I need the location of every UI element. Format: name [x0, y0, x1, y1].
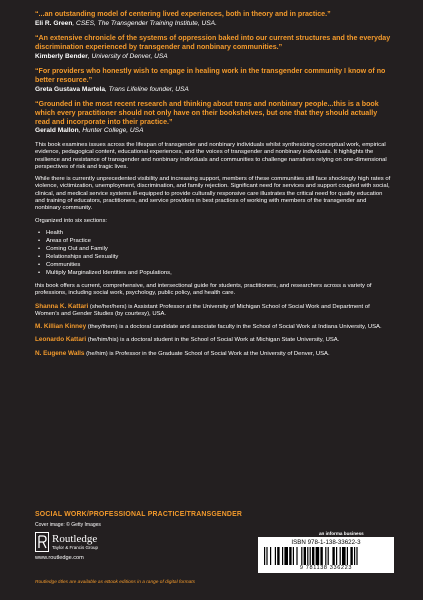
description-paragraph: While there is currently unprecedented visibility and increasing support, members of these communities still face shockingly high rates of violence, victimization, unemployment, discrimination, and family rejection. Significant need for services and support coupled with social, clinical, and medical service systems ill-equipped to provide culturally responsive care illustrates the critical need for quality education and training of educators, practitioners, and service providers in best practices of working with members of the transgender and nonbinary community.	[35, 176, 391, 212]
barcode-bar	[270, 547, 271, 565]
publisher-url: www.routledge.com	[35, 555, 84, 561]
subject-category: SOCIAL WORK/PROFESSIONAL PRACTICE/TRANSGENDER	[35, 511, 243, 518]
barcode-bar	[284, 547, 288, 565]
section-item: • Multiply Marginalized Identities and Populations,	[38, 269, 393, 277]
barcode-bar	[356, 547, 357, 565]
barcode-bar	[342, 547, 346, 565]
barcode-bar	[301, 547, 302, 565]
sections-list	[38, 229, 393, 277]
barcode-bar	[336, 547, 337, 565]
quote-text: “For providers who honestly wish to engage in healing work in the transgender community I know of no better resource.”	[35, 67, 386, 84]
author-name: Leonardo Kattari	[35, 336, 87, 344]
routledge-logo-icon	[35, 532, 49, 552]
author-bio	[35, 323, 393, 331]
section-item: • Relationships and Sexuality	[38, 253, 393, 261]
ebook-availability-note: Routledge titles are available as eBook editions in a range of digital formats	[35, 580, 195, 585]
quote-attribution	[35, 86, 393, 95]
barcode-bar	[354, 547, 355, 565]
barcode-bar	[332, 547, 334, 565]
quote-attribution	[35, 127, 393, 136]
barcode-bar	[328, 547, 329, 565]
author-bio-text: (he/him) is Professor in the Graduate School of Social Work at the University of Denver, USA.	[84, 350, 330, 357]
author-name: M. Killian Kinney	[35, 323, 87, 331]
barcode-bar	[350, 547, 352, 565]
barcode-bar	[282, 547, 283, 565]
barcode-bar	[275, 547, 276, 565]
endorsement-quote	[35, 10, 393, 28]
barcode-number: 9 781138 336223	[299, 565, 353, 571]
author-name: N. Eugene Walls	[35, 349, 85, 357]
barcode-bar	[304, 547, 306, 565]
barcode-bar	[310, 547, 311, 565]
barcode-bar	[266, 547, 267, 565]
sections-intro: Organized into six sections:	[35, 217, 108, 224]
section-item: • Coming Out and Family	[38, 245, 393, 253]
publisher-name: Routledge	[52, 533, 98, 545]
barcode-bar	[289, 547, 291, 565]
description-paragraph: This book examines issues across the lifespan of transgender and nonbinary individuals whilst synthesizing conceptual work, empirical evidence, pedagogical content, educational experiences, and the voices of transgender and nonbinary individuals. It highlights the resilience and resistance of transgender and nonbinary individuals and communities to challenge narratives relying on one-dimensional perspectives of risk and tragic lives.	[35, 141, 387, 170]
barcode-bar	[277, 547, 279, 565]
endorsement-quote	[35, 100, 393, 136]
back-cover-content	[35, 10, 393, 363]
publisher-group: Taylor & Francis Group	[52, 545, 99, 550]
barcode-bar	[293, 547, 294, 565]
quote-text: “An extensive chronicle of the systems of oppression baked into our current structures and the everyday discrimination experienced by transgender and nonbinary communities.”	[35, 34, 391, 51]
barcode-bar	[312, 547, 314, 565]
barcode-image	[264, 547, 388, 565]
cover-image-credit: Cover image: © Getty Images	[35, 522, 101, 528]
isbn-label: ISBN 978-1-138-33622-3	[291, 539, 361, 546]
quote-affiliation: , CSES, The Transgender Training Institute, USA.	[72, 19, 217, 27]
publisher-block	[35, 532, 145, 570]
author-bio	[35, 350, 393, 358]
barcode-bar	[340, 547, 341, 565]
quote-author: Kimberly Bender	[35, 52, 88, 60]
quote-affiliation: , University of Denver, USA	[87, 52, 168, 60]
barcode-bar	[296, 547, 297, 565]
barcode-bar	[316, 547, 320, 565]
informa-tagline: an informa business	[319, 531, 364, 536]
barcode-bar	[264, 547, 265, 565]
closing-paragraph: this book offers a current, comprehensive, and intersectional guide for students, practitioners, and researchers across a variety of professions, including social work, psychology, public policy, and health care.	[35, 282, 372, 297]
barcode-bar	[320, 547, 322, 565]
endorsement-quote	[35, 67, 393, 94]
quote-attribution	[35, 53, 393, 62]
quote-author: Eli R. Green	[35, 19, 73, 27]
barcode-box	[258, 537, 394, 573]
quote-affiliation: , Trans Lifeline founder, USA	[105, 85, 189, 93]
author-bio-text: (he/him/his) is a doctoral student in the School of Social Work at Michigan State University, USA.	[86, 337, 340, 344]
quote-author: Gerald Mallon	[35, 127, 79, 135]
section-item: • Communities	[38, 261, 393, 269]
quote-affiliation: , Hunter College, USA	[78, 127, 144, 135]
quote-author: Greta Gustava Martela	[35, 85, 105, 93]
barcode-bar	[325, 547, 326, 565]
section-item: • Health	[38, 229, 393, 237]
quote-attribution	[35, 20, 393, 29]
barcode-bar	[307, 547, 308, 565]
author-name: Shanna K. Kattari	[35, 302, 89, 310]
author-bio	[35, 336, 393, 344]
barcode-bar	[347, 547, 348, 565]
author-bio	[35, 303, 393, 319]
section-item: • Areas of Practice	[38, 237, 393, 245]
author-bio-text: (she/her/hers) is Assistant Professor at the University of Michigan School of Social Work and Department of Women’s and Gender Studies (by courtesy), USA.	[35, 303, 370, 317]
author-bio-text: (they/them) is a doctoral candidate and associate faculty in the School of Social Work at Indiana University, USA.	[86, 324, 382, 331]
endorsement-quote	[35, 34, 393, 61]
quote-text: “...an outstanding model of centering lived experiences, both in theory and in practice.”	[35, 10, 331, 18]
quote-text: “Grounded in the most recent research and thinking about trans and nonbinary people...this is a book which every practitioner should not only have on their bookshelves, but one that they should actually read and incorporate into their practice.”	[35, 100, 379, 126]
